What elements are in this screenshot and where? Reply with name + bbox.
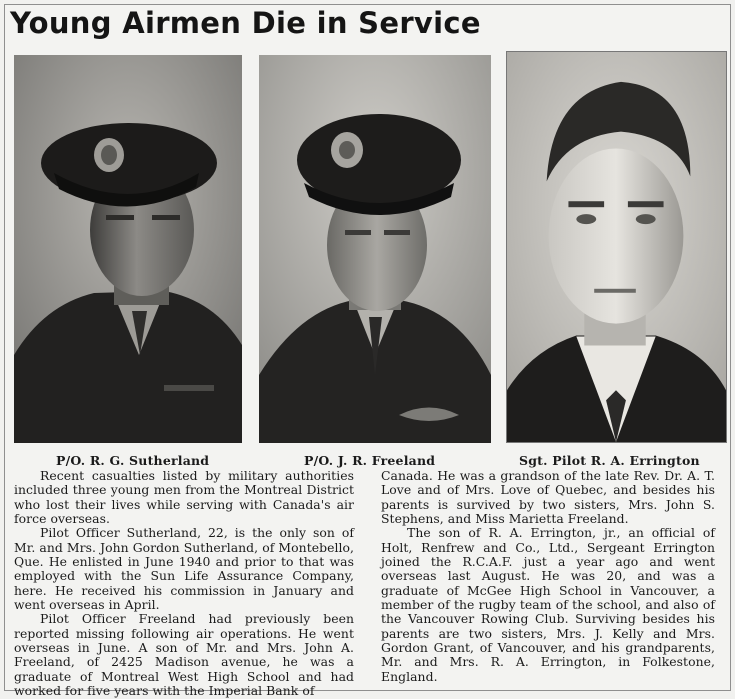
portrait-photo-sutherland: [14, 55, 242, 443]
headline: Young Airmen Die in Service: [10, 6, 481, 40]
article-paragraph: Canada. He was a grandson of the late Rev. Dr. A. T. Love and of Mrs. Love of Quebec, and besides his parents is survived by two sisters, Mrs. John S. Stephens, and Miss Marietta Freeland.: [381, 468, 715, 527]
article-paragraph: Pilot Officer Sutherland, 22, is the only son of Mr. and Mrs. John Gordon Sutherland, of Montebello, Que. He enlisted in June 1940 and prior to that was employed with the Sun Life Assurance Company, here. He received his commission in January and went overseas in April.: [14, 525, 354, 613]
article-column-1: [14, 469, 354, 699]
portrait-photo-freeland: [259, 55, 491, 443]
photo-caption-sutherland: P/O. R. G. Sutherland: [56, 453, 210, 468]
photo-caption-errington: Sgt. Pilot R. A. Errington: [519, 453, 700, 468]
article-paragraph: Recent casualties listed by military authorities included three young men from the Montreal District who lost their lives while serving with Canada's air force overseas.: [14, 468, 354, 527]
article-column-2: [381, 469, 715, 684]
article-paragraph: Pilot Officer Freeland had previously been reported missing following air operations. He went overseas in June. A son of Mr. and Mrs. John A. Freeland, of 2425 Madison avenue, he was a graduate of Montreal West High School and had worked for five years with the Imperial Bank of: [14, 611, 354, 699]
article-paragraph: The son of R. A. Errington, jr., an official of Holt, Renfrew and Co., Ltd., Sergeant Errington joined the R.C.A.F. just a year ago and went overseas last August. He was 20, and was a graduate of McGee High School in Vancouver, a member of the rugby team of the school, and also of the Vancouver Rowing Club. Surviving besides his parents are two sisters, Mrs. J. Kelly and Mrs. Gordon Grant, of Vancouver, and his grandparents, Mr. and Mrs. R. A. Errington, in Folkestone, England.: [381, 525, 715, 684]
photo-caption-freeland: P/O. J. R. Freeland: [304, 453, 436, 468]
portrait-photo-errington: [506, 51, 727, 443]
